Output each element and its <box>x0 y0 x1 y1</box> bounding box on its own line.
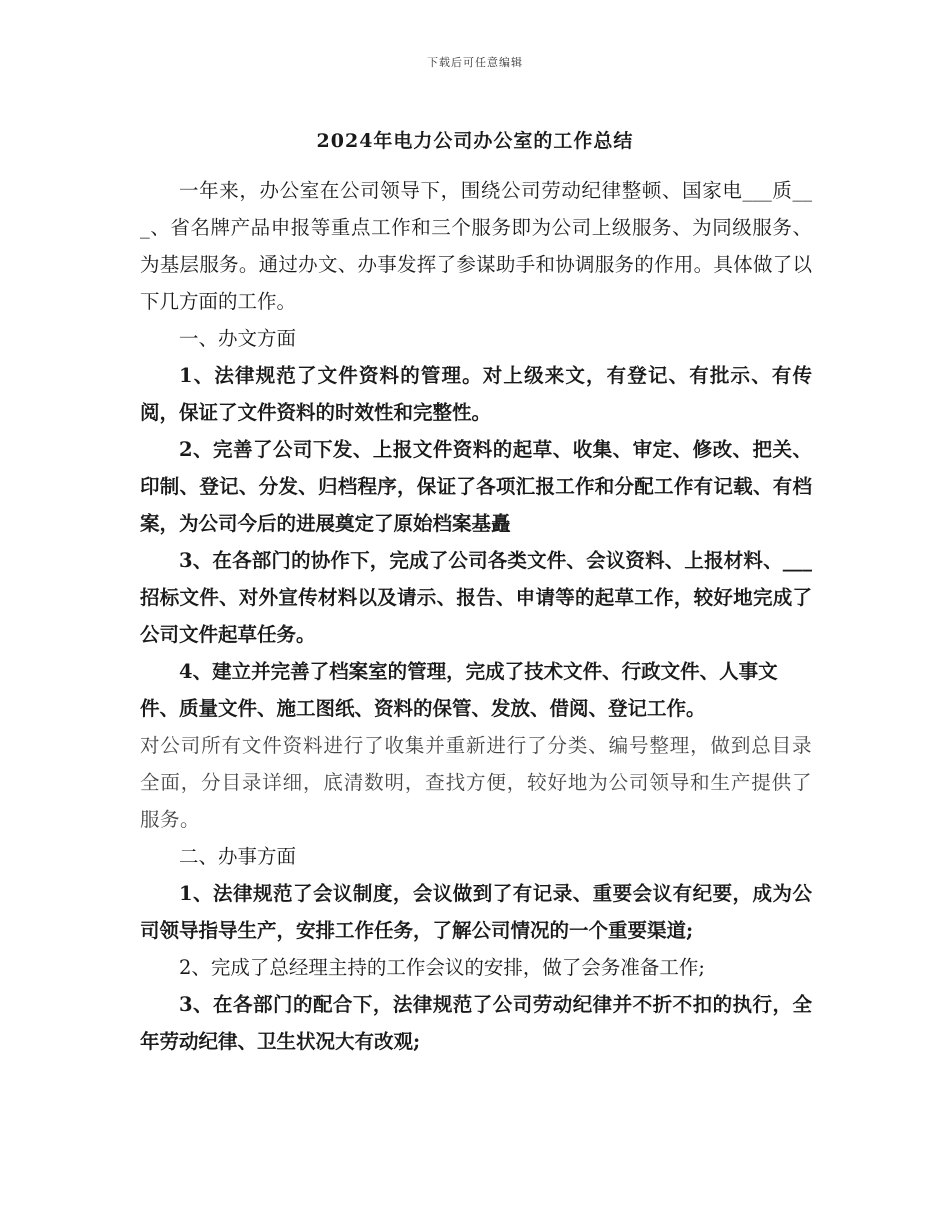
document-work-item-4-continued: 对公司所有文件资料进行了收集并重新进行了分类、编号整理，做到总目录全面，分目录详细，底清数明，查找方便，较好地为公司领导和生产提供了服务。 <box>140 734 812 831</box>
document-work-item-4: 4、建立并完善了档案室的管理，完成了技术文件、行政文件、人事文件、质量文件、施工图纸、资料的保管、发放、借阅、登记工作。 <box>140 660 778 720</box>
document-title: 2024年电力公司办公室的工作总结 <box>316 130 634 152</box>
document-work-item-1: 1、法律规范了文件资料的管理。对上级来文，有登记、有批示、有传阅，保证了文件资料的时效性和完整性。 <box>140 364 812 424</box>
affairs-work-item-1: 1、法律规范了会议制度，会议做到了有记录、重要会议有纪要，成为公司领导指导生产，安排工作任务，了解公司情况的一个重要渠道; <box>140 882 812 942</box>
section-heading-document-work: 一、办文方面 <box>179 327 297 350</box>
affairs-work-item-2: 2、完成了总经理主持的工作会议的安排，做了会务准备工作; <box>179 956 705 979</box>
section-heading-affairs-work: 二、办事方面 <box>179 845 297 868</box>
document-body <box>140 172 812 1060</box>
affairs-work-item-3: 3、在各部门的配合下，法律规范了公司劳动纪律并不折不扣的执行，全年劳动纪律、卫生状况大有改观; <box>140 993 812 1053</box>
intro-paragraph: 一年来，办公室在公司领导下，围绕公司劳动纪律整顿、国家电___质___、省名牌产品申报等重点工作和三个服务即为公司上级服务、为同级服务、为基层服务。通过办文、办事发挥了参谋助手和协调服务的作用。具体做了以下几方面的工作。 <box>140 179 812 313</box>
document-work-item-2: 2、完善了公司下发、上报文件资料的起草、收集、审定、修改、把关、印制、登记、分发、归档程序，保证了各项汇报工作和分配工作有记载、有档案，为公司今后的进展奠定了原始档案基矗 <box>140 438 812 535</box>
document-work-item-3: 3、在各部门的协作下，完成了公司各类文件、会议资料、上报材料、___招标文件、对外宣传材料以及请示、报告、申请等的起草工作，较好地完成了公司文件起草任务。 <box>140 549 812 646</box>
page-header-note: 下载后可任意编辑 <box>427 56 523 69</box>
